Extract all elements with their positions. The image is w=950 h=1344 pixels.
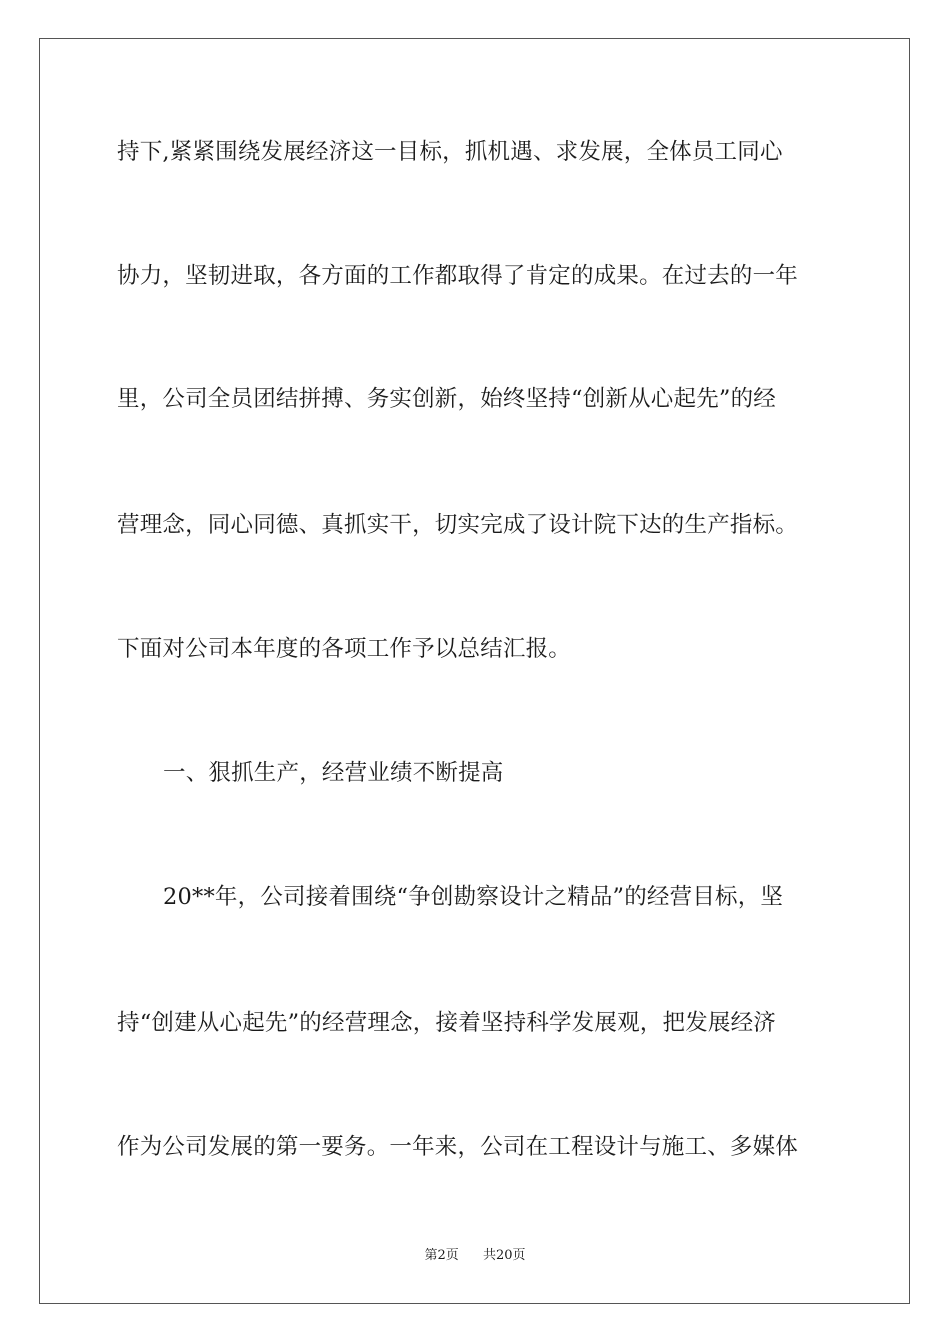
body-line-4: 营理念，同心同德、真抓实干，切实完成了设计院下达的生产指标。 bbox=[117, 512, 799, 538]
page-frame bbox=[39, 38, 910, 1304]
page-total: 共20页 bbox=[483, 1248, 526, 1263]
body-line-1: 持下,紧紧围绕发展经济这一目标，抓机遇、求发展，全体员工同心 bbox=[117, 139, 783, 165]
body-line-5: 下面对公司本年度的各项工作予以总结汇报。 bbox=[117, 636, 572, 662]
body-line-7: 20**年，公司接着围绕“争创勘察设计之精品”的经营目标，坚 bbox=[163, 884, 784, 910]
body-line-8: 持“创建从心起先”的经营理念，接着坚持科学发展观，把发展经济 bbox=[117, 1010, 777, 1036]
page-footer bbox=[0, 1247, 950, 1265]
page-number: 第2页 bbox=[424, 1248, 459, 1263]
body-line-3: 里，公司全员团结拼搏、务实创新，始终坚持“创新从心起先”的经 bbox=[117, 386, 777, 412]
body-line-9: 作为公司发展的第一要务。一年来，公司在工程设计与施工、多媒体 bbox=[117, 1134, 799, 1160]
body-line-2: 协力，坚韧进取，各方面的工作都取得了肯定的成果。在过去的一年 bbox=[117, 263, 799, 289]
section-heading: 一、狠抓生产，经营业绩不断提高 bbox=[163, 760, 504, 786]
